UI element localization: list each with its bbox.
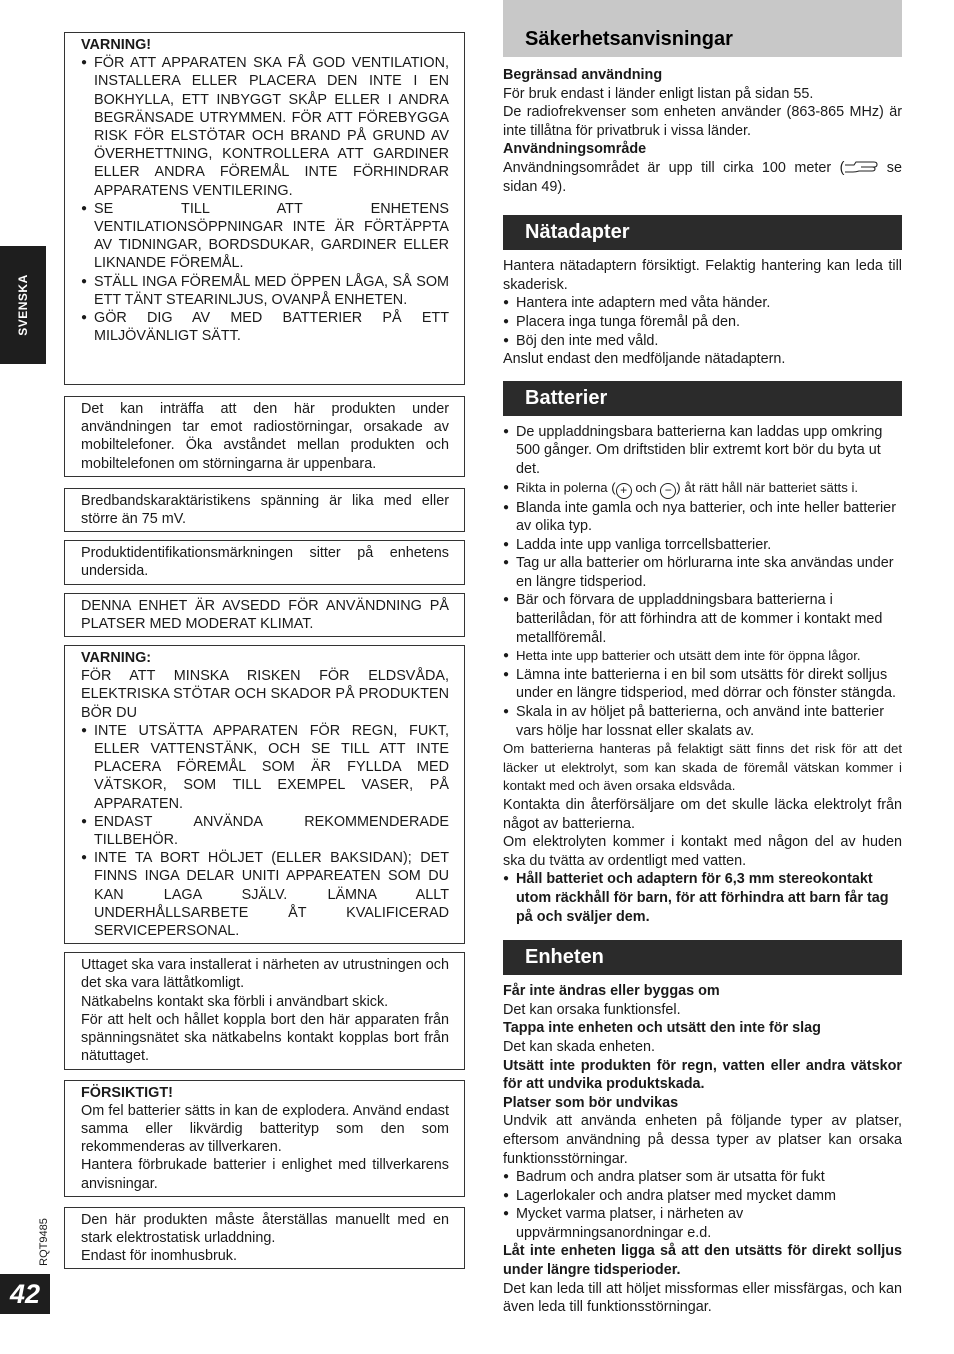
indoor-text: Endast för inomhusbruk.	[81, 1248, 237, 1265]
caution-text: Hantera förbrukade batterier i enlighet med tillverkarens anvisningar.	[81, 1157, 449, 1192]
unit-text: Det kan leda till att höljet missformas eller missfärgas, och kan även leda till funktionsstörningar.	[503, 1280, 902, 1316]
adapter-section	[503, 257, 902, 369]
battery-item: ● Skala in av höljet på batterierna, och använd inte batterier vars hölje har lossnat eller skalats av.	[503, 703, 902, 740]
unit-item: ● Badrum och andra platser som är utsatta för fukt	[503, 1168, 902, 1187]
warning-list	[81, 722, 449, 940]
safety-heading: Säkerhetsanvisningar	[503, 0, 902, 57]
warning-box-fire	[64, 645, 465, 944]
batteries-list	[503, 423, 902, 741]
page-number: 42	[0, 1274, 50, 1314]
climate-text: DENNA ENHET ÄR AVSEDD FÖR ANVÄNDNING PÅ PLATSER MED MODERAT KLIMAT.	[81, 597, 449, 632]
radio-interference-box	[64, 396, 465, 477]
outlet-text: Uttaget ska vara installerat i närheten av utrustningen och det ska vara lättåtkomligt.	[81, 957, 449, 992]
adapter-list	[503, 294, 902, 350]
radio-interference-text: Det kan inträffa att den här produkten under användningen tar emot radiostörningar, orsakade av mobiltelefoner. Öka avståndet mellan produkten och mobiltelefonen om störningarna är uppenbara.	[81, 401, 449, 472]
warning-item: ● INTE TA BORT HÖLJET (ELLER BAKSIDAN); DET FINNS INGA DELAR UNITI APPAREATEN SOM DU KAN LAGA SJÄLV. LÄMNA ALLT UNDERHÅLLSARBETE ÅT KVALIFICERAD SERVICEPERSONAL.	[81, 849, 449, 940]
battery-bold-item: ● Håll batteriet och adaptern för 6,3 mm stereokontakt utom räckhåll för barn, för att förhindra att barn får tag på och sväljer dem.	[503, 870, 902, 926]
unit-subheading: Tappa inte enheten och utsätt den inte för slag	[503, 1020, 821, 1037]
battery-item: ● Hetta inte upp batterier och utsätt dem inte för öppna lågor.	[503, 647, 902, 666]
language-tab	[0, 246, 46, 364]
reset-box	[64, 1207, 465, 1270]
adapter-item: ● Hantera inte adaptern med våta händer.	[503, 294, 902, 313]
unit-text: Undvik att använda enheten på följande typer av platser, eftersom användning på dessa typer av platser kan orsaka funktionsstörningar.	[503, 1113, 902, 1167]
broadband-box	[64, 488, 465, 532]
warning-title: VARNING!	[81, 37, 152, 53]
minus-icon: −	[660, 483, 676, 499]
document-code	[24, 1212, 64, 1272]
battery-item: ● Tag ur alla batterier om hörlurarna inte ska användas under en längre tidsperiod.	[503, 554, 902, 591]
battery-item: ● Ladda inte upp vanliga torrcellsbatterier.	[503, 536, 902, 555]
restricted-text: För bruk endast i länder enligt listan på sidan 55.	[503, 85, 814, 102]
polarity-text: Rikta in polerna (	[516, 479, 616, 495]
polarity-text: ) åt rätt håll när batteriet sätts i.	[676, 479, 859, 495]
product-label-box	[64, 540, 465, 584]
range-text-a: Användningsområdet är upp till cirka 100 meter (	[503, 159, 845, 176]
warning-item: ● STÄLL INGA FÖREMÅL MED ÖPPEN LÅGA, SÅ SOM ETT TÄNT STEARINLJUS, OVANPÅ ENHETEN.	[81, 273, 449, 309]
broadband-text: Bredbandskaraktäristikens spänning är lika med eller större än 75 mV.	[81, 492, 449, 528]
unit-subheading: Utsätt inte produkten för regn, vatten eller andra vätskor för att undvika produktskada.	[503, 1057, 902, 1093]
warning-item: ● INTE UTSÄTTA APPARATEN FÖR REGN, FUKT, ELLER VATTENSTÄNK, OCH SE TILL ATT INTE PLACERA FÖREMÅL SOM ÄR FYLLDA MED VÄTSKOR, SOM TILL EXEMPEL VASER, PÅ APPARATEN.	[81, 722, 449, 813]
unit-item: ● Lagerlokaler och andra platser med mycket damm	[503, 1187, 902, 1206]
caution-title: FÖRSIKTIGT!	[81, 1084, 173, 1101]
adapter-item: ● Placera inga tunga föremål på den.	[503, 313, 902, 332]
range-title: Användningsområde	[503, 141, 647, 158]
warning-title: VARNING:	[81, 650, 152, 667]
pointing-hand-icon	[844, 160, 878, 174]
battery-item: ● Lämna inte batterierna i en bil som utsätts för direkt solljus under en längre tidsperiod, med dörrar och fönster stängda.	[503, 666, 902, 703]
outlet-box	[64, 952, 465, 1069]
warning-box-ventilation	[64, 32, 465, 385]
unit-list	[503, 1168, 902, 1242]
caution-text: Om fel batterier sätts in kan de explodera. Använd endast samma eller likvärdig batterityp som den som rekommenderas av tillverkaren.	[81, 1102, 449, 1156]
unit-item: ● Mycket varma platser, i närheten av uppvärmningsanordningar e.d.	[503, 1205, 902, 1242]
reset-text: Den här produkten måste återställas manuellt med en stark elektrostatisk urladdning.	[81, 1211, 449, 1246]
battery-item: ● Bär och förvara de uppladdningsbara batterierna i batterilådan, för att förhindra att de kommer i kontakt med metallföremål.	[503, 591, 902, 647]
unit-subheading: Får inte ändras eller byggas om	[503, 983, 720, 1000]
product-label-text: Produktidentifikationsmärkningen sitter på enhetens undersida.	[81, 545, 449, 580]
outlet-text: För att helt och hållet koppla bort den här apparaten från spänningsnätet ska nätkabelns kontakt kopplas bort från nätuttaget.	[81, 1011, 449, 1065]
batteries-bold-list	[503, 870, 902, 926]
battery-item: ● Blanda inte gamla och nya batterier, och inte heller batterier av olika typ.	[503, 499, 902, 536]
climate-box	[64, 593, 465, 637]
warning-item: ● ENDAST ANVÄNDA REKOMMENDERADE TILLBEHÖR.	[81, 813, 449, 849]
battery-paragraph: Kontakta din återförsäljare om det skulle läcka elektrolyt från något av batterierna.	[503, 797, 902, 832]
caution-box	[64, 1080, 465, 1197]
warning-list	[81, 54, 449, 345]
warning-item: ● SE TILL ATT ENHETENS VENTILATIONSÖPPNINGAR INTE ÄR FÖRTÄPPTA AV TIDNINGAR, BORDSDUKAR, GARDINER ELLER LIKNANDE FÖREMÅL.	[81, 200, 449, 273]
right-column	[503, 0, 902, 1317]
adapter-outro: Anslut endast den medföljande nätadaptern.	[503, 351, 786, 368]
unit-text: Det kan skada enheten.	[503, 1038, 656, 1055]
document-code-label: RQT9485	[38, 1218, 50, 1266]
adapter-item: ● Böj den inte med våld.	[503, 332, 902, 351]
plus-icon: +	[616, 483, 632, 499]
battery-item: ● De uppladdningsbara batterierna kan laddas upp omkring 500 gånger. Om driftstiden blir extremt kort bör du byta ut det.	[503, 423, 902, 479]
left-column	[64, 32, 465, 1269]
battery-item-polarity	[503, 479, 902, 499]
unit-section	[503, 982, 902, 1317]
adapter-intro: Hantera nätadaptern försiktigt. Felaktig hantering kan leda till skaderisk.	[503, 258, 902, 293]
unit-text: Det kan orsaka funktionsfel.	[503, 1001, 681, 1018]
batteries-heading: Batterier	[503, 381, 902, 416]
unit-heading: Enheten	[503, 940, 902, 975]
battery-paragraph: Om batterierna hanteras på felaktigt sätt finns det risk för att det läcker ut elektrolyt, som kan skada de föremål vätskan kommer i kontakt med och även orsaka eldsvåda.	[503, 741, 902, 794]
battery-paragraph: Om elektrolyten kommer i kontakt med någon del av huden ska du tvätta av ordentligt med vatten.	[503, 834, 902, 869]
restricted-text: De radiofrekvenser som enheten använder (863-865 MHz) är inte tillåtna för privatbruk i vissa länder.	[503, 104, 902, 139]
restricted-title: Begränsad användning	[503, 67, 663, 83]
unit-subheading: Platser som bör undvikas	[503, 1094, 679, 1111]
warning-intro: FÖR ATT MINSKA RISKEN FÖR ELDSVÅDA, ELEKTRISKA STÖTAR OCH SKADOR PÅ PRODUKTEN BÖR DU	[81, 668, 449, 721]
range-text-b: se sidan 49).	[503, 159, 903, 195]
language-tab-label: SVENSKA	[16, 274, 30, 336]
unit-subheading: Låt inte enheten ligga så att den utsätts för direkt solljus under längre tidsperioder.	[503, 1243, 902, 1279]
warning-item: ● FÖR ATT APPARATEN SKA FÅ GOD VENTILATION, INSTALLERA ELLER PLACERA DEN INTE I EN BOKHYLLA, ETT INBYGGT SKÅP ELLER I ANDRA BEGRÄNSADE UTRYMMEN. FÖR ATT FÖREBYGGA RISK FÖR ELSTÖTAR OCH BRAND PÅ GRUND AV ÖVERHETTNING, KONTROLLERA ATT GARDINER ELLER ANDRA FÖREMÅL INTE FÖRHINDRAR APPARATENS VENTILERING.	[81, 54, 449, 200]
safety-section	[503, 66, 902, 196]
range-text	[503, 159, 902, 196]
batteries-section	[503, 423, 902, 926]
adapter-heading: Nätadapter	[503, 215, 902, 250]
outlet-text: Nätkabelns kontakt ska förbli i användbart skick.	[81, 993, 389, 1010]
warning-item: ● GÖR DIG AV MED BATTERIER PÅ ETT MILJÖVÄNLIGT SÄTT.	[81, 309, 449, 345]
polarity-text: och	[631, 479, 661, 495]
